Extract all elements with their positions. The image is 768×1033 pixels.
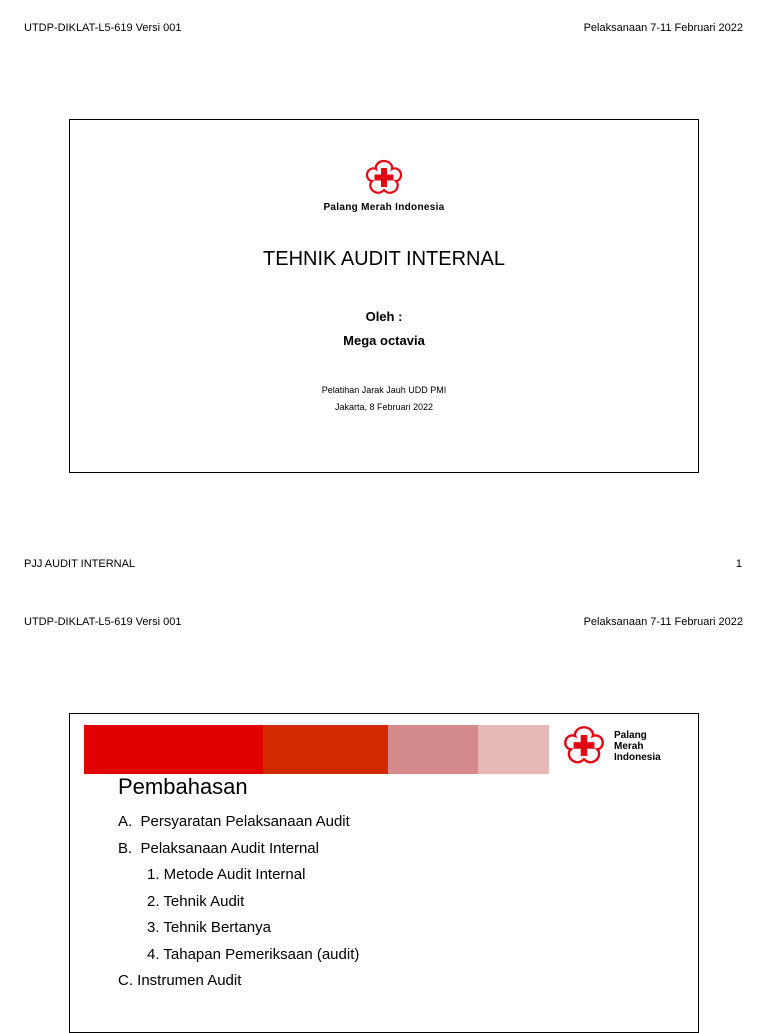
agenda-subitem: 1. Metode Audit Internal	[147, 866, 306, 883]
pmi-flower-cross-icon	[560, 724, 608, 768]
page1-footer-left: PJJ AUDIT INTERNAL	[24, 558, 136, 570]
agenda-item: B. Pelaksanaan Audit Internal	[118, 839, 319, 857]
page-number: 1	[735, 558, 742, 570]
logo-text: Palang Merah Indonesia	[323, 202, 445, 213]
color-band	[84, 725, 263, 774]
agenda-subitem: 2. Tehnik Audit	[147, 892, 245, 910]
page1-header-left: UTDP-DIKLAT-L5-619 Versi 001	[24, 22, 182, 34]
logo-line: Indonesia	[614, 751, 661, 763]
slide-title: Pembahasan	[118, 774, 248, 799]
agenda-list	[118, 809, 359, 995]
author-name: Mega octavia	[343, 333, 425, 348]
pmi-flower-cross-icon	[364, 158, 404, 198]
title-slide	[69, 119, 699, 473]
logo-line: Merah	[614, 740, 644, 752]
agenda-slide	[69, 713, 699, 1033]
slide-title: TEHNIK AUDIT INTERNAL	[263, 248, 505, 270]
color-band	[388, 725, 478, 774]
agenda-item: C. Instrumen Audit	[118, 972, 242, 989]
page1-header-right: Pelaksanaan 7-11 Februari 2022	[583, 22, 743, 34]
page2-header-left: UTDP-DIKLAT-L5-619 Versi 001	[24, 616, 182, 628]
by-label: Oleh :	[365, 309, 403, 324]
logo-line: Palang	[614, 729, 647, 741]
logo-text	[614, 730, 661, 763]
color-band	[263, 725, 388, 774]
event-name: Pelatihan Jarak Jauh UDD PMI	[321, 385, 447, 395]
agenda-item: A. Persyaratan Pelaksanaan Audit	[118, 813, 350, 830]
pmi-logo	[560, 724, 661, 768]
agenda-subitem: 4. Tahapan Pemeriksaan (audit)	[147, 945, 360, 963]
event-date: Jakarta, 8 Februari 2022	[334, 402, 434, 412]
header-color-bands	[84, 725, 549, 774]
page2-header-right: Pelaksanaan 7-11 Februari 2022	[583, 616, 743, 628]
color-band	[478, 725, 549, 774]
agenda-subitem: 3. Tehnik Bertanya	[147, 919, 271, 936]
pmi-logo	[70, 158, 698, 213]
